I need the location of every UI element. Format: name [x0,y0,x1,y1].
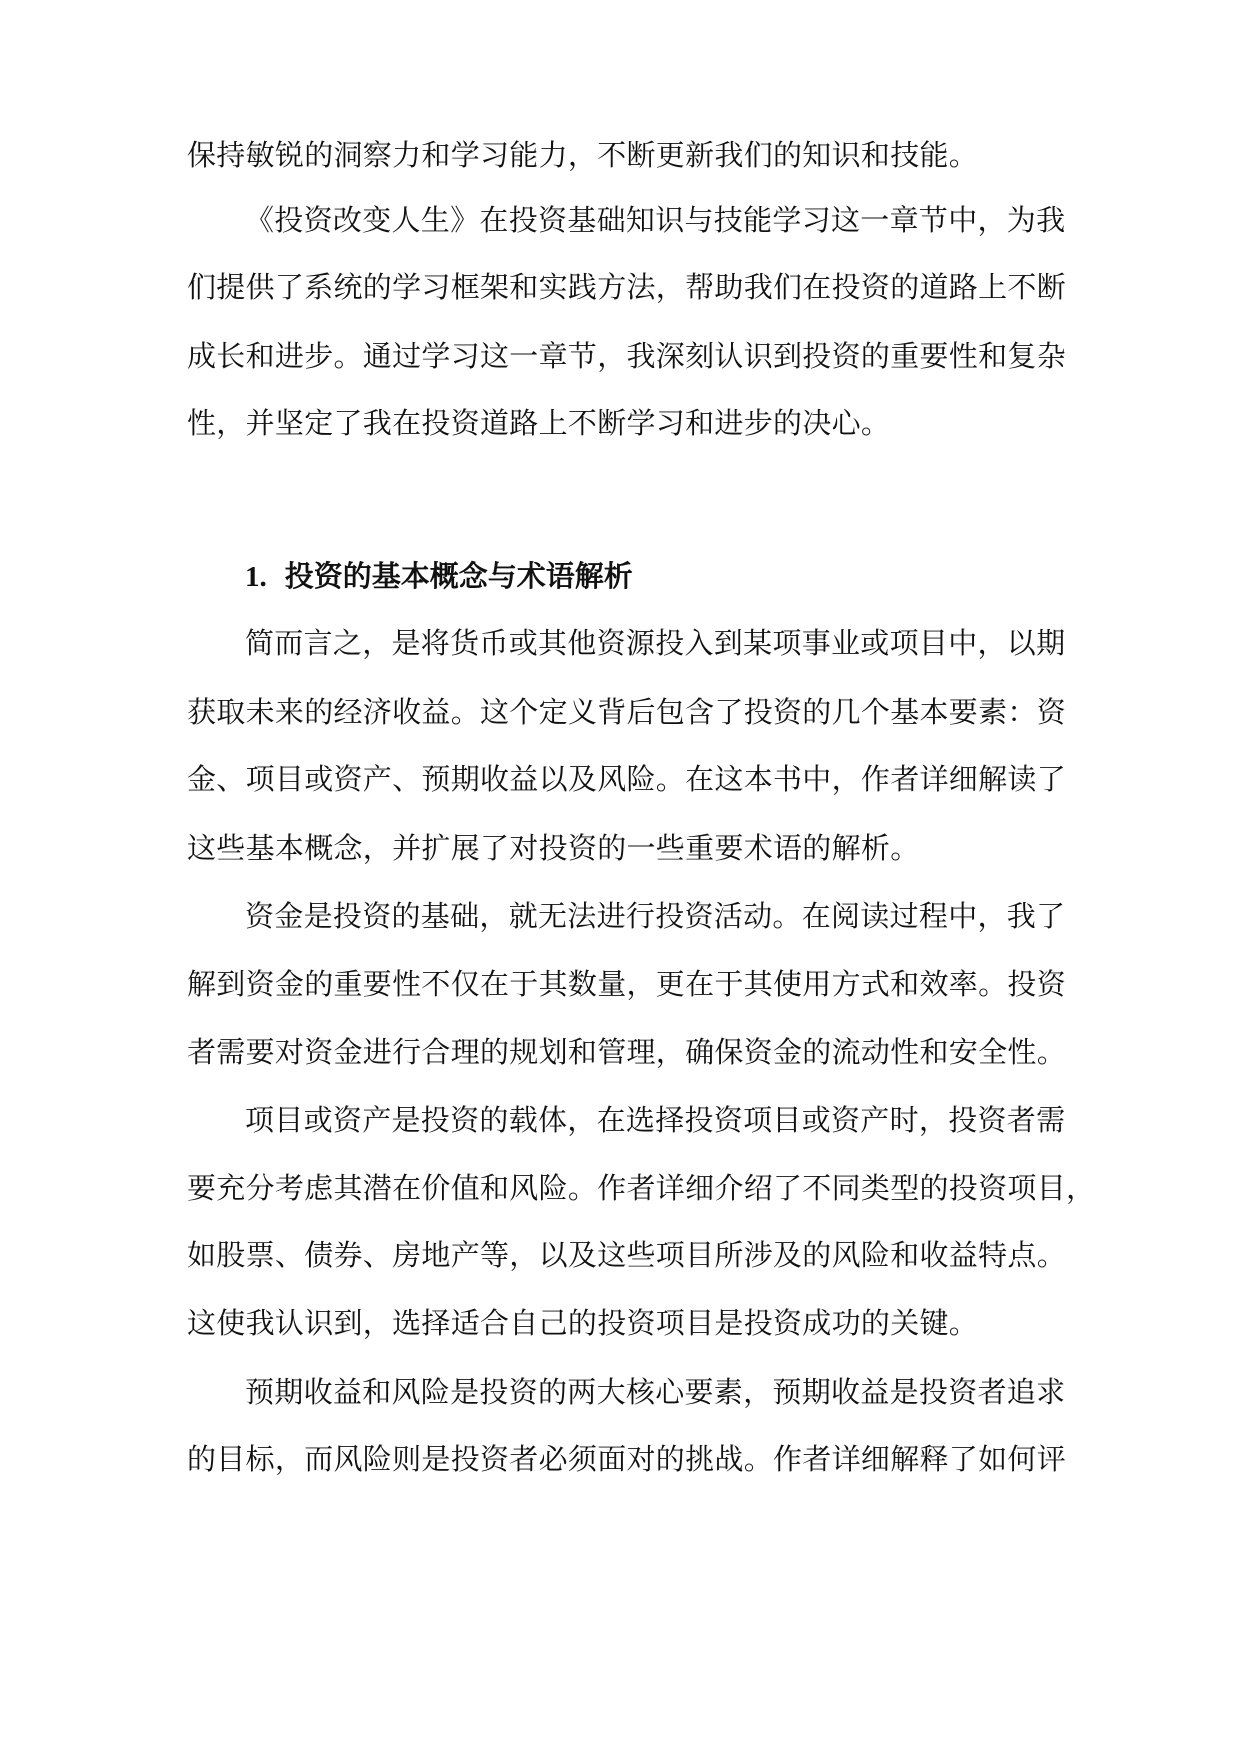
text-line: 这使我认识到，选择适合自己的投资项目是投资成功的关键。 [187,1306,979,1340]
text-line: 要充分考虑其潜在价值和风险。作者详细介绍了不同类型的投资项目， [187,1171,1096,1205]
text-line: 者需要对资金进行合理的规划和管理，确保资金的流动性和安全性。 [187,1035,1067,1069]
text-line: 获取未来的经济收益。这个定义背后包含了投资的几个基本要素：资 [187,695,1067,729]
text-line: 解到资金的重要性不仅在于其数量，更在于其使用方式和效率。投资 [187,967,1067,1001]
text-line: 性，并坚定了我在投资道路上不断学习和进步的决心。 [187,406,891,440]
section-title: 投资的基本概念与术语解析 [284,559,633,593]
text-line: 简而言之，是将货币或其他资源投入到某项事业或项目中，以期 [245,626,1066,660]
text-line: 如股票、债券、房地产等，以及这些项目所涉及的风险和收益特点。 [187,1238,1067,1272]
section-heading [245,558,633,595]
text-line: 《投资改变人生》在投资基础知识与技能学习这一章节中，为我 [245,203,1066,237]
text-line: 的目标，而风险则是投资者必须面对的挑战。作者详细解释了如何评 [187,1442,1067,1476]
text-line: 成长和进步。通过学习这一章节，我深刻认识到投资的重要性和复杂 [187,339,1067,373]
text-line: 金、项目或资产、预期收益以及风险。在这本书中，作者详细解读了 [187,762,1067,796]
text-line: 们提供了系统的学习框架和实践方法，帮助我们在投资的道路上不断 [187,270,1067,304]
text-line: 预期收益和风险是投资的两大核心要素，预期收益是投资者追求 [245,1375,1066,1409]
text-line: 资金是投资的基础，就无法进行投资活动。在阅读过程中，我了 [245,899,1066,933]
text-line: 保持敏锐的洞察力和学习能力，不断更新我们的知识和技能。 [187,138,979,172]
section-number: 1. [245,561,267,593]
text-line: 项目或资产是投资的载体，在选择投资项目或资产时，投资者需 [245,1103,1066,1137]
text-line: 这些基本概念，并扩展了对投资的一些重要术语的解析。 [187,831,920,865]
